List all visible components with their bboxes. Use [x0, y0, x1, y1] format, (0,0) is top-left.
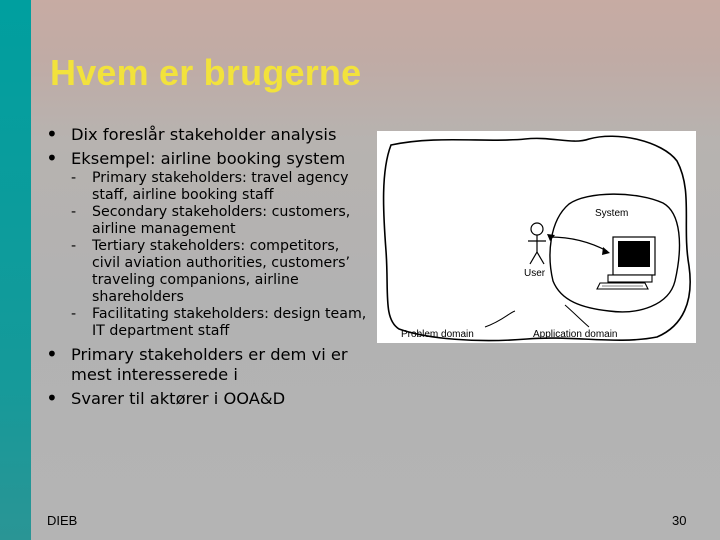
page-number: 30 — [672, 513, 687, 528]
bullet-list — [40, 122, 370, 410]
bullet-item — [40, 122, 370, 146]
application-domain-label: Application domain — [533, 329, 618, 340]
computer-icon — [597, 237, 655, 289]
user-stick-figure — [528, 223, 546, 264]
user-computer-arrow — [550, 237, 607, 251]
dash-icon: - — [71, 170, 77, 186]
problem-domain-pointer — [485, 311, 515, 327]
sub-bullet-text: Secondary stakeholders: customers, airline management — [92, 204, 351, 237]
bullet-text: Svarer til aktører i OOA&D — [71, 389, 286, 408]
bullet-item — [40, 146, 370, 170]
problem-domain-label: Problem domain — [401, 329, 474, 340]
dash-icon: - — [71, 306, 77, 322]
slide-title: Hvem er brugerne — [50, 52, 362, 93]
bullet-item — [40, 342, 370, 385]
sub-bullet-item — [40, 204, 370, 238]
footer-label: DIEB — [47, 513, 78, 528]
sub-bullet-text: Facilitating stakeholders: design team, IT department staff — [92, 306, 367, 339]
sub-bullet-item — [40, 306, 370, 340]
bullet-text: Eksempel: airline booking system — [71, 149, 346, 168]
user-label: User — [524, 268, 546, 279]
sub-bullet-item — [40, 238, 370, 306]
bullet-icon: • — [46, 342, 58, 366]
sub-bullet-text: Tertiary stakeholders: competitors, civil aviation authorities, customers’ traveling companions, airline shareholders — [92, 238, 350, 305]
stakeholder-diagram — [377, 131, 696, 343]
left-accent-bar — [0, 0, 31, 540]
bullet-item — [40, 386, 370, 410]
sub-bullet-item — [40, 170, 370, 204]
application-domain-pointer — [565, 305, 589, 327]
bullet-text: Primary stakeholders er dem vi er mest interesserede i — [71, 345, 348, 384]
bullet-text: Dix foreslår stakeholder analysis — [71, 125, 337, 144]
dash-icon: - — [71, 238, 77, 254]
bullet-icon: • — [46, 146, 58, 170]
arrowhead — [602, 247, 610, 255]
bullet-icon: • — [46, 122, 58, 146]
sub-bullet-text: Primary stakeholders: travel agency staff, airline booking staff — [92, 170, 349, 203]
dash-icon: - — [71, 204, 77, 220]
system-label: System — [595, 208, 629, 219]
bullet-icon: • — [46, 386, 58, 410]
